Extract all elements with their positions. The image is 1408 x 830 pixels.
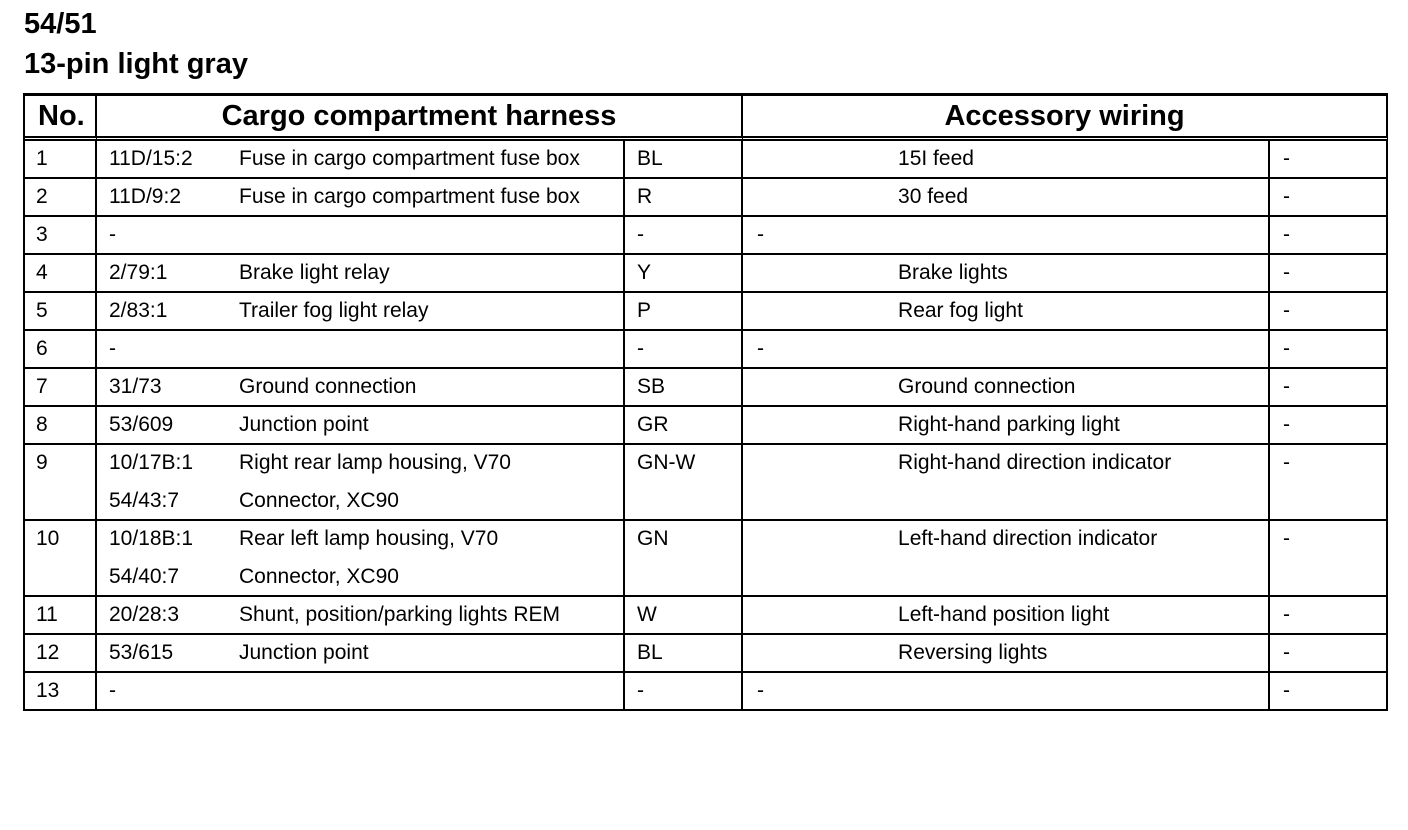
column-header-no: No. — [25, 96, 97, 141]
accessory-function: Rear fog light — [743, 293, 1270, 331]
accessory-function: Right-hand parking light — [743, 407, 1270, 445]
pin-number: 11 — [25, 597, 97, 635]
wire-color: - — [625, 331, 743, 369]
harness-description: Ground connection — [239, 375, 417, 398]
pin-number: 3 — [25, 217, 97, 255]
wire-color: SB — [625, 369, 743, 407]
harness-code-cell — [97, 635, 239, 673]
wire-color: Y — [625, 255, 743, 293]
accessory-function: Left-hand direction indicator — [743, 521, 1270, 597]
harness-description-cell — [239, 141, 625, 179]
wire-color: BL — [625, 635, 743, 673]
harness-code: 10/17B:1 — [109, 451, 194, 474]
harness-code-cell — [97, 293, 239, 331]
harness-description-cell — [239, 521, 625, 597]
table-row — [25, 179, 1388, 217]
table-row — [25, 521, 1388, 597]
harness-description-cell — [239, 369, 625, 407]
harness-description: Right rear lamp housing, V70 — [239, 451, 511, 474]
harness-code: 53/615 — [109, 641, 174, 664]
accessory-extra: - — [1270, 141, 1388, 179]
harness-description-cell — [239, 597, 625, 635]
harness-description: Connector, XC90 — [239, 489, 399, 512]
harness-code: - — [109, 223, 116, 246]
accessory-extra: - — [1270, 673, 1388, 711]
accessory-extra: - — [1270, 407, 1388, 445]
accessory-extra: - — [1270, 597, 1388, 635]
harness-code: 2/79:1 — [109, 261, 168, 284]
wire-color: - — [625, 217, 743, 255]
accessory-extra: - — [1270, 217, 1388, 255]
pin-number: 7 — [25, 369, 97, 407]
pin-number: 5 — [25, 293, 97, 331]
harness-description: Junction point — [239, 641, 369, 664]
harness-description: Shunt, position/parking lights REM — [239, 603, 560, 626]
table-row — [25, 369, 1388, 407]
harness-description-cell — [239, 445, 625, 521]
harness-code-cell — [97, 673, 239, 711]
wire-color: GN-W — [625, 445, 743, 521]
table-row — [25, 445, 1388, 521]
harness-code-cell — [97, 217, 239, 255]
wire-color: - — [625, 673, 743, 711]
wire-color: R — [625, 179, 743, 217]
harness-code: 11D/9:2 — [109, 185, 181, 208]
harness-code: 10/18B:1 — [109, 527, 194, 550]
harness-code: 53/609 — [109, 413, 174, 436]
harness-code-cell — [97, 141, 239, 179]
table-row — [25, 673, 1388, 711]
pin-number: 1 — [25, 141, 97, 179]
harness-description: Brake light relay — [239, 261, 390, 284]
connector-id: 54/51 — [24, 8, 97, 40]
harness-description: Trailer fog light relay — [239, 299, 429, 322]
pin-number: 8 — [25, 407, 97, 445]
pin-number: 6 — [25, 331, 97, 369]
table-row — [25, 597, 1388, 635]
wire-color: P — [625, 293, 743, 331]
table-row — [25, 255, 1388, 293]
table-row — [25, 407, 1388, 445]
harness-description-cell — [239, 331, 625, 369]
accessory-extra: - — [1270, 521, 1388, 597]
harness-description-cell — [239, 673, 625, 711]
harness-description-cell — [239, 217, 625, 255]
harness-code: - — [109, 679, 116, 702]
harness-code-cell — [97, 407, 239, 445]
accessory-function: Reversing lights — [743, 635, 1270, 673]
harness-code: 2/83:1 — [109, 299, 168, 322]
accessory-function: 15I feed — [743, 141, 1270, 179]
harness-code: 54/43:7 — [109, 489, 180, 512]
harness-description-cell — [239, 293, 625, 331]
harness-code-cell — [97, 255, 239, 293]
harness-code: 20/28:3 — [109, 603, 180, 626]
harness-description: Rear left lamp housing, V70 — [239, 527, 499, 550]
accessory-function: - — [743, 331, 1270, 369]
column-header-accessory-wiring: Accessory wiring — [743, 96, 1388, 141]
harness-code-cell — [97, 597, 239, 635]
harness-description: Fuse in cargo compartment fuse box — [239, 147, 580, 170]
pin-number: 2 — [25, 179, 97, 217]
connector-description: 13-pin light gray — [24, 48, 248, 80]
harness-code-cell — [97, 179, 239, 217]
harness-code: 54/40:7 — [109, 565, 180, 588]
accessory-extra: - — [1270, 369, 1388, 407]
wire-color: GR — [625, 407, 743, 445]
accessory-function: Brake lights — [743, 255, 1270, 293]
accessory-function: Ground connection — [743, 369, 1270, 407]
table-row — [25, 293, 1388, 331]
pin-number: 12 — [25, 635, 97, 673]
harness-code-cell — [97, 369, 239, 407]
harness-code: - — [109, 337, 116, 360]
harness-description: Junction point — [239, 413, 369, 436]
harness-code-cell — [97, 521, 239, 597]
harness-description: Fuse in cargo compartment fuse box — [239, 185, 580, 208]
accessory-extra: - — [1270, 293, 1388, 331]
table-row — [25, 331, 1388, 369]
pinout-rows — [25, 141, 1388, 711]
harness-description-cell — [239, 407, 625, 445]
table-row — [25, 141, 1388, 179]
harness-code-cell — [97, 331, 239, 369]
accessory-extra: - — [1270, 635, 1388, 673]
wire-color: GN — [625, 521, 743, 597]
pin-number: 13 — [25, 673, 97, 711]
pin-number: 4 — [25, 255, 97, 293]
accessory-extra: - — [1270, 255, 1388, 293]
accessory-function: - — [743, 217, 1270, 255]
table-row — [25, 217, 1388, 255]
harness-code: 11D/15:2 — [109, 147, 193, 170]
harness-description-cell — [239, 179, 625, 217]
table-header-row — [25, 96, 1388, 141]
accessory-function: 30 feed — [743, 179, 1270, 217]
harness-description-cell — [239, 255, 625, 293]
accessory-function: Left-hand position light — [743, 597, 1270, 635]
pin-number: 10 — [25, 521, 97, 597]
harness-code: 31/73 — [109, 375, 162, 398]
table-row — [25, 635, 1388, 673]
harness-description-cell — [239, 635, 625, 673]
accessory-extra: - — [1270, 445, 1388, 521]
harness-description: Connector, XC90 — [239, 565, 399, 588]
column-header-cargo-harness: Cargo compartment harness — [97, 96, 743, 141]
accessory-extra: - — [1270, 331, 1388, 369]
pin-number: 9 — [25, 445, 97, 521]
accessory-function: - — [743, 673, 1270, 711]
accessory-function: Right-hand direction indicator — [743, 445, 1270, 521]
pinout-table — [23, 93, 1388, 711]
harness-code-cell — [97, 445, 239, 521]
wire-color: BL — [625, 141, 743, 179]
accessory-extra: - — [1270, 179, 1388, 217]
wire-color: W — [625, 597, 743, 635]
